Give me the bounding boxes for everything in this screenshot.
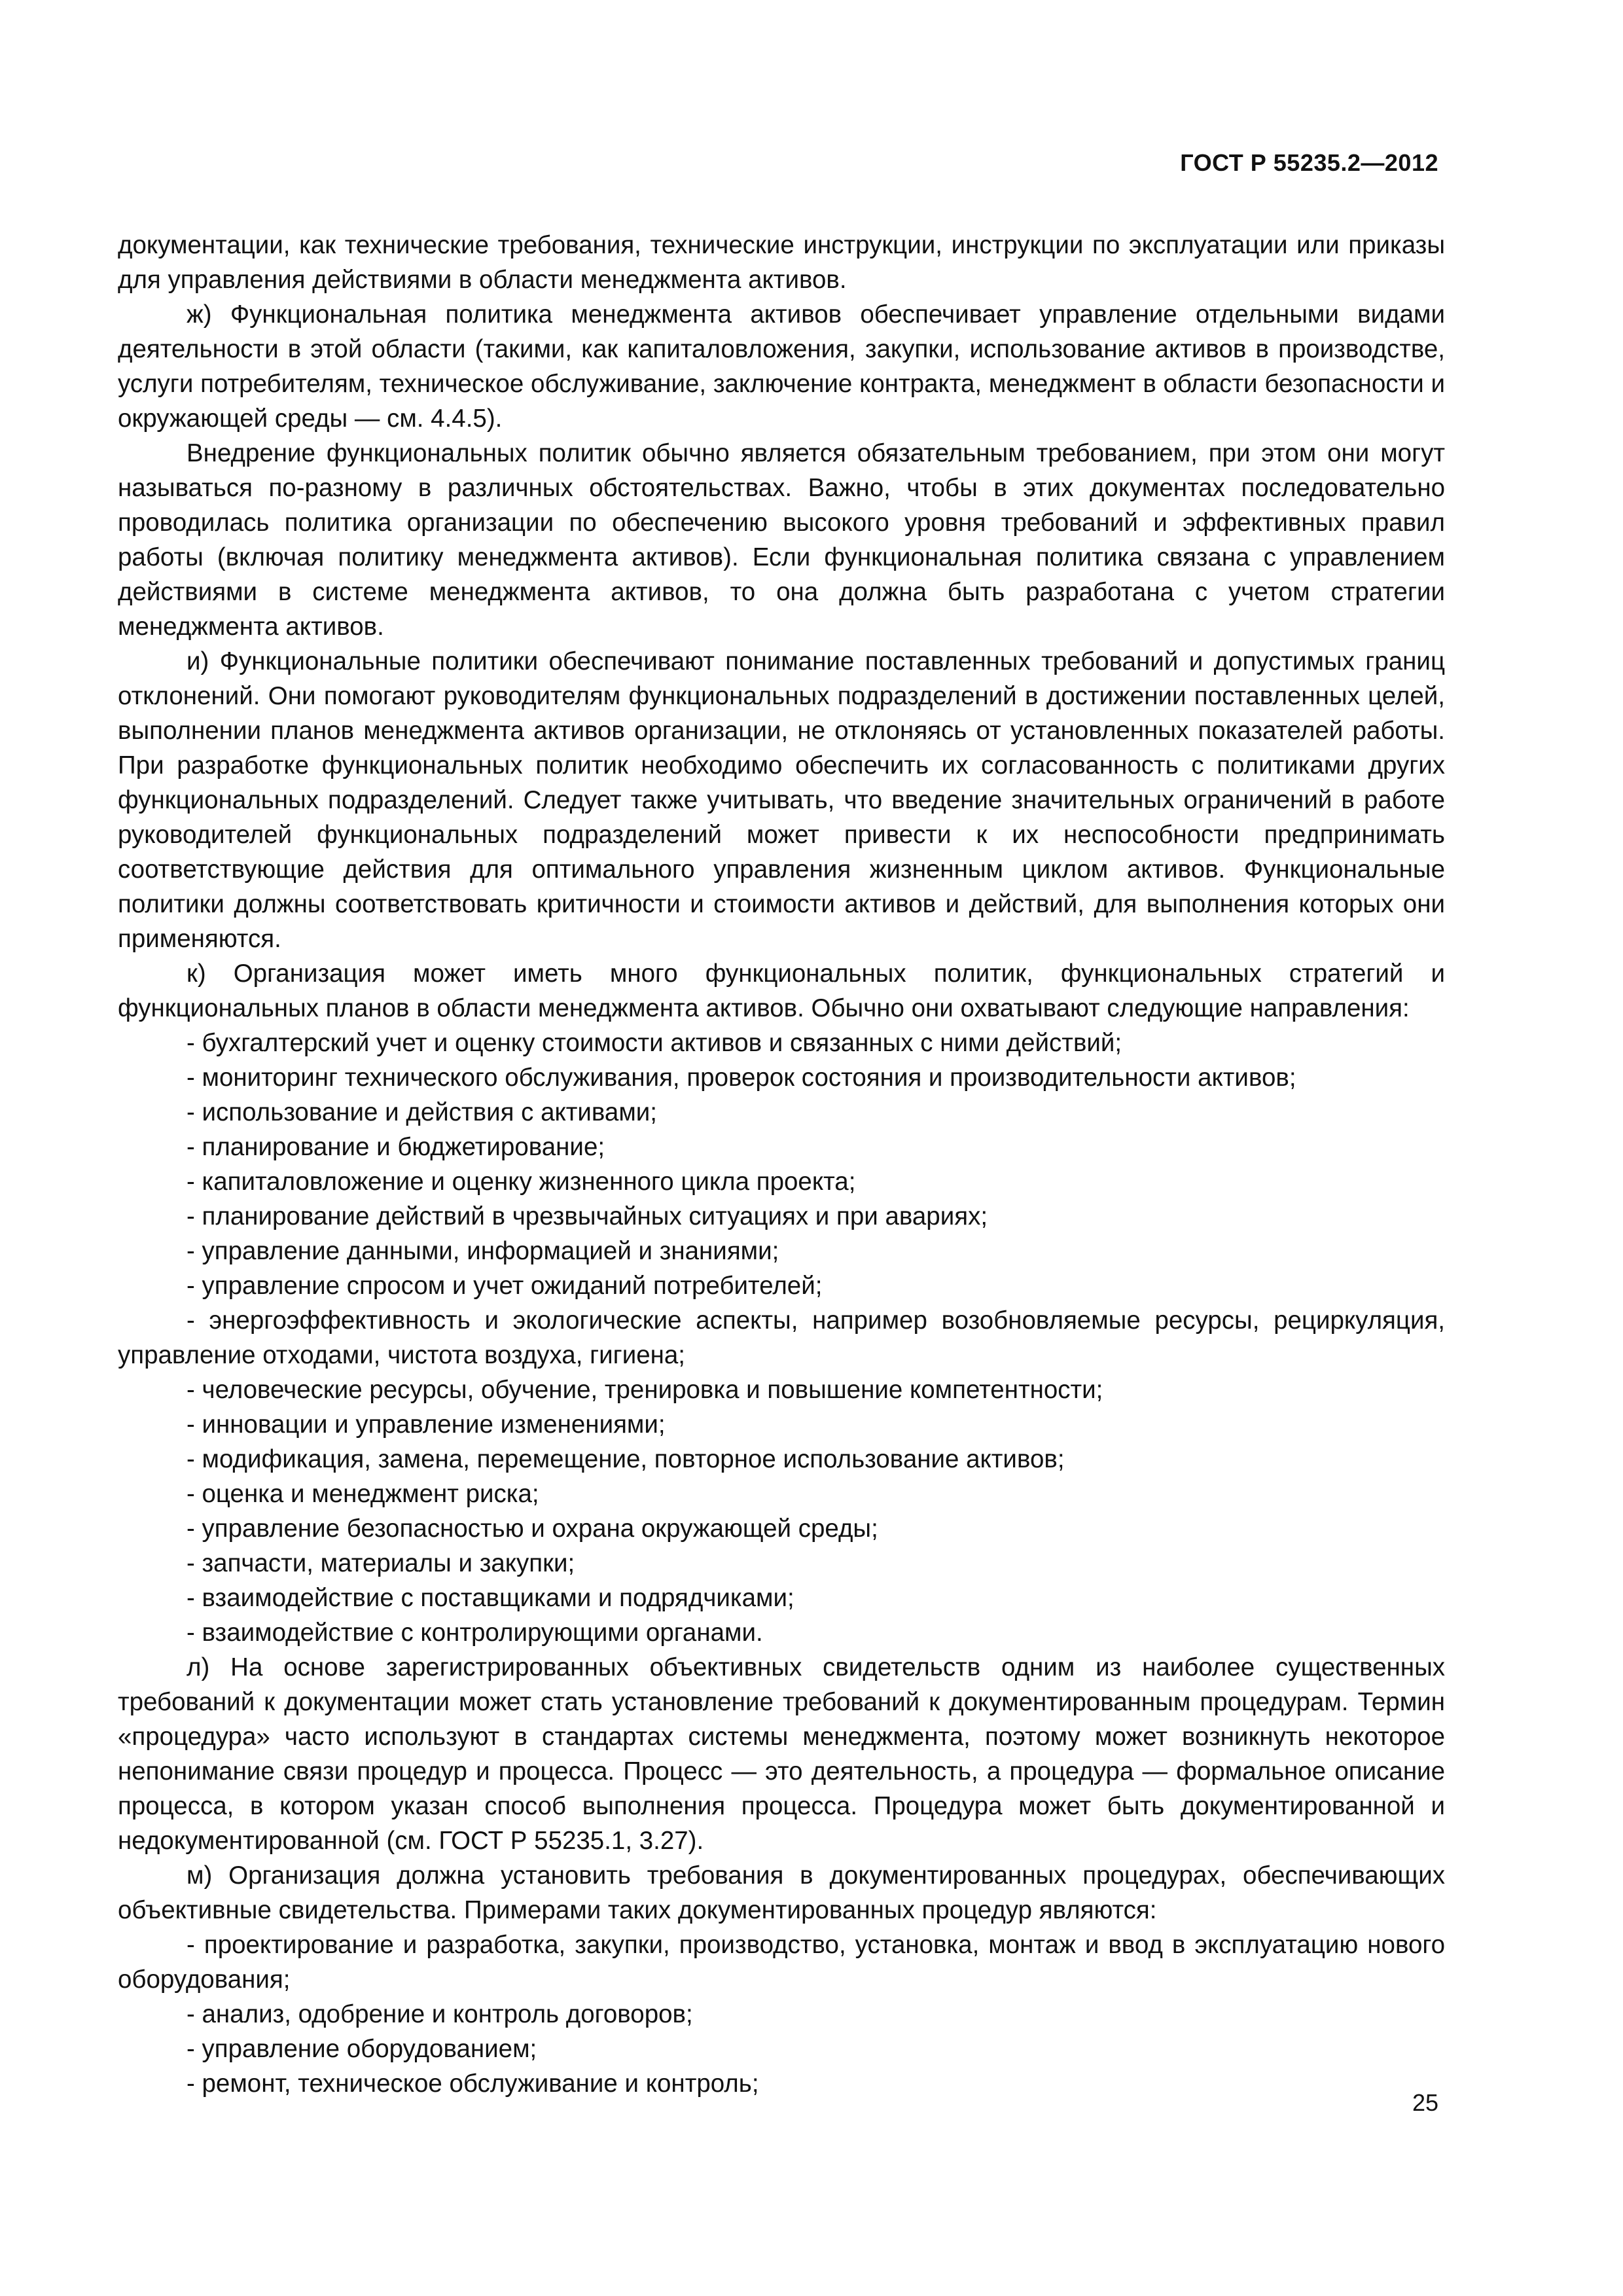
page-number: 25 (1412, 2089, 1438, 2116)
list-item: - капиталовложение и оценку жизненного цикла проекта; (187, 1168, 856, 1196)
list-item: - управление безопасностью и охрана окружающей среды; (187, 1515, 878, 1543)
body-paragraph: Внедрение функциональных политик обычно является обязательным требованием, при этом они могут называться по-разному в различных обстоятельствах. Важно, чтобы в этих документах последовательно проводилась политика организации по обеспечению высокого уровня требований и эффективных правил работы (включая политику менеджмента активов). Если функциональная политика связана с управлением действиями в системе менеджмента активов, то она должна быть разработана с учетом стратегии менеджмента активов. (118, 439, 1445, 641)
list-item: - бухгалтерский учет и оценку стоимости активов и связанных с ними действий; (187, 1029, 1122, 1057)
list-item: - управление оборудованием; (187, 2035, 537, 2063)
list-item: - взаимодействие с поставщиками и подрядчиками; (187, 1584, 794, 1612)
list-item: - мониторинг технического обслуживания, проверок состояния и производительности активов; (187, 1064, 1296, 1092)
list-item: - инновации и управление изменениями; (187, 1410, 666, 1439)
list-item: - использование и действия с активами; (187, 1098, 657, 1126)
body-paragraph: ж) Функциональная политика менеджмента активов обеспечивает управление отдельными видами деятельности в этой области (такими, как капиталовложения, закупки, использование активов в производстве, услуги потребителям, техническое обслуживание, заключение контракта, менеджмент в области безопасности и окружающей среды — см. 4.4.5). (118, 300, 1445, 433)
list-item: - человеческие ресурсы, обучение, тренировка и повышение компетентности; (187, 1376, 1103, 1404)
list-item: - управление данными, информацией и знаниями; (187, 1237, 779, 1265)
body-paragraph: м) Организация должна установить требования в документированных процедурах, обеспечивающих объективные свидетельства. Примерами таких документированных процедур являются: (118, 1861, 1445, 1924)
list-item: - запчасти, материалы и закупки; (187, 1549, 575, 1577)
list-item: - ремонт, техническое обслуживание и контроль; (187, 2070, 759, 2098)
list-item: - модификация, замена, перемещение, повторное использование активов; (187, 1445, 1065, 1473)
list-item: - планирование и бюджетирование; (187, 1133, 605, 1161)
list-item: - управление спросом и учет ожиданий потребителей; (187, 1272, 823, 1300)
body-paragraph: и) Функциональные политики обеспечивают понимание поставленных требований и допустимых границ отклонений. Они помогают руководителям функциональных подразделений в достижении поставленных целей, выполнении планов менеджмента активов организации, не отклоняясь от установленных показателей работы. При разработке функциональных политик необходимо обеспечить их согласованность с политиками других функциональных подразделений. Следует также учитывать, что введение значительных ограничений в работе руководителей функциональных подразделений может привести к их неспособности предпринимать соответствующие действия для оптимального управления жизненным циклом активов. Функциональные политики должны соответствовать критичности и стоимости активов и действий, для выполнения которых они применяются. (118, 647, 1445, 953)
list-item: - анализ, одобрение и контроль договоров; (187, 2000, 693, 2028)
body-paragraph: л) На основе зарегистрированных объективных свидетельств одним из наиболее существенных требований к документации может стать установление требований к документированным процедурам. Термин «процедура» часто используют в стандартах системы менеджмента, поэтому может возникнуть некоторое непонимание связи процедур и процесса. Процесс — это деятельность, а процедура — формальное описание процесса, в котором указан способ выполнения процесса. Процедура может быть документированной и недокументированной (см. ГОСТ Р 55235.1, 3.27). (118, 1653, 1445, 1855)
list-item: - проектирование и разработка, закупки, производство, установка, монтаж и ввод в эксплуатацию нового оборудования; (118, 1931, 1445, 1994)
list-item: - энергоэффективность и экологические аспекты, например возобновляемые ресурсы, рециркуляция, управление отходами, чистота воздуха, гигиена; (118, 1306, 1445, 1369)
document-header-id: ГОСТ Р 55235.2—2012 (1180, 149, 1438, 176)
document-body (118, 228, 1445, 2101)
list-item: - взаимодействие с контролирующими органами. (187, 1619, 763, 1647)
body-paragraph: к) Организация может иметь много функциональных политик, функциональных стратегий и функциональных планов в области менеджмента активов. Обычно они охватывают следующие направления: (118, 960, 1445, 1022)
list-item: - оценка и менеджмент риска; (187, 1480, 539, 1508)
body-paragraph: документации, как технические требования, технические инструкции, инструкции по эксплуатации или приказы для управления действиями в области менеджмента активов. (118, 231, 1445, 294)
list-item: - планирование действий в чрезвычайных ситуациях и при авариях; (187, 1202, 988, 1230)
